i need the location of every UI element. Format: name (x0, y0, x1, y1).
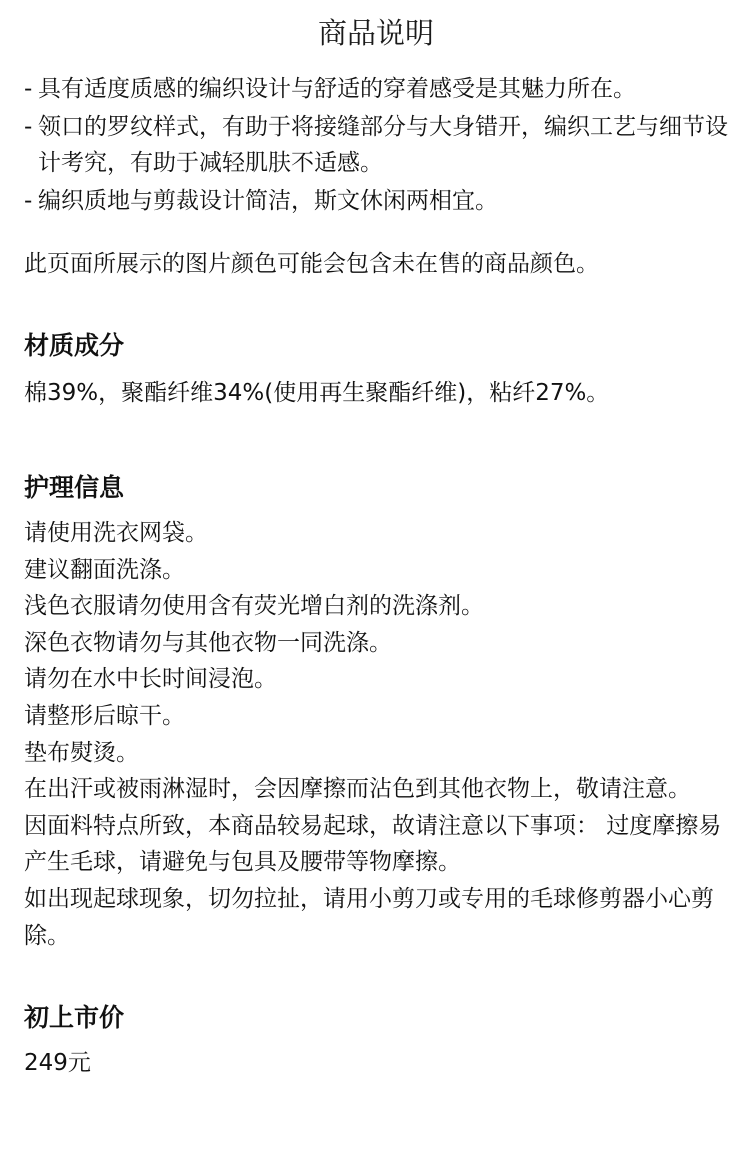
page-title: 商品说明 (317, 16, 434, 50)
care-item: 浅色衣服请勿使用含有荧光增白剂的洗涤剂。 (24, 593, 484, 620)
care-item: 建议翻面洗涤。 (24, 556, 185, 583)
care-item: 请勿在水中长时间浸泡。 (24, 666, 277, 693)
care-item: 如出现起球现象，切勿拉扯，请用小剪刀或专用的毛球修剪器小心剪除。 (24, 885, 714, 949)
feature-item: - 编织质地与剪裁设计简洁，斯文休闲两相宜。 (24, 183, 728, 219)
material-section (24, 329, 728, 411)
price-section (24, 1001, 728, 1081)
feature-item: - 领口的罗纹样式，有助于将接缝部分与大身错开，编织工艺与细节设计考究，有助于减轻肌肤不适感。 (24, 109, 728, 181)
feature-list (24, 71, 728, 219)
care-item: 深色衣物请勿与其他衣物一同洗涤。 (24, 629, 392, 656)
care-item: 请使用洗衣网袋。 (24, 520, 208, 546)
feature-item: - 具有适度质感的编织设计与舒适的穿着感受是其魅力所在。 (24, 71, 728, 107)
care-section (24, 471, 728, 954)
material-text: 棉39%，聚酯纤维34%(使用再生聚酯纤维)，粘纤27%。 (24, 380, 610, 406)
care-item: 在出汗或被雨淋湿时，会因摩擦而沾色到其他衣物上，敬请注意。 (24, 776, 691, 803)
care-item: 请整形后晾干。 (24, 702, 185, 729)
care-item: 垫布熨烫。 (24, 739, 139, 766)
care-item: 因面料特点所致，本商品较易起球，故请注意以下事项： 过度摩擦易产生毛球，请避免与包具及腰带等物摩擦。 (24, 812, 722, 876)
care-list (24, 515, 728, 954)
material-heading: 材质成分 (24, 331, 125, 360)
price-value: 249元 (24, 1050, 91, 1077)
care-heading: 护理信息 (24, 473, 125, 502)
price-heading: 初上市价 (24, 1003, 125, 1033)
color-note: 此页面所展示的图片颜色可能会包含未在售的商品颜色。 (24, 251, 599, 277)
